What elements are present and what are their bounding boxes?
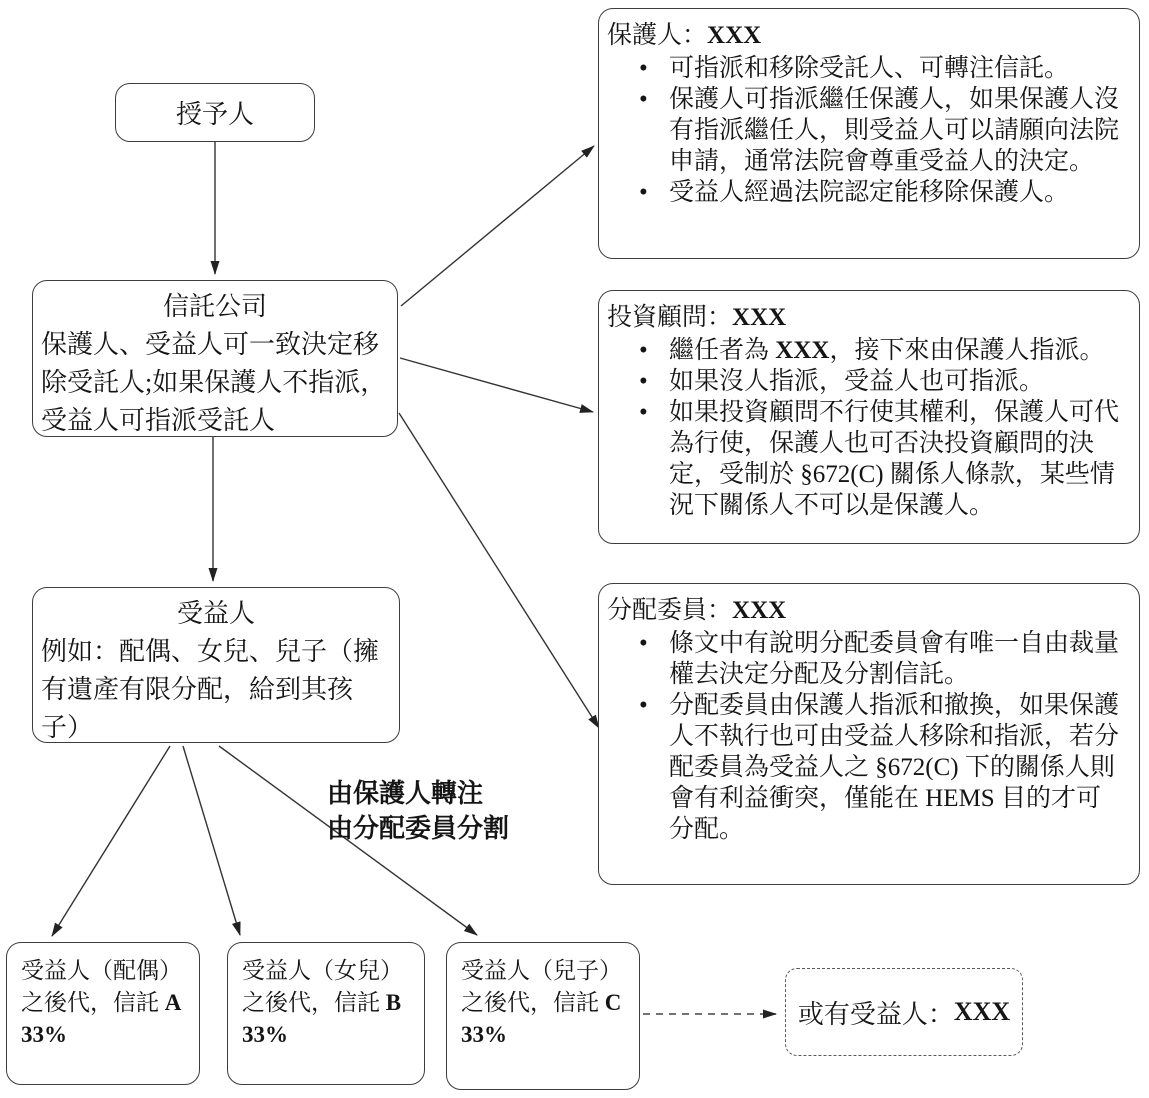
trust-a-line2	[21, 987, 189, 1019]
node-beneficiary	[32, 587, 400, 743]
advisor-bullet-1-post: ，接下來由保護人指派。	[829, 337, 1105, 364]
advisor-bullet-1-pre: 繼任者為	[669, 337, 776, 364]
trust-c-line1: 受益人（兒子）	[461, 958, 622, 983]
distribution-bullet-2: • 分配委員由保護人指派和撤換，如果保護人不執行也可由受益人移除和指派，若分配委員為受益人之 §672(C) 下的關係人則會有利益衝突，僅能在 HEMS 目的才可分配。	[607, 690, 1127, 845]
distribution-bullet-1: • 條文中有說明分配委員會有唯一自由裁量權去決定分配及分割信託。	[607, 628, 1127, 690]
trust-c-line2-text: 之後代，信託	[461, 990, 605, 1015]
advisor-bullet-2: • 如果沒人指派，受益人也可指派。	[607, 366, 1127, 397]
advisor-title-label: 投資顧問：	[607, 304, 733, 331]
contingent-label: 或有受益人：	[797, 999, 954, 1029]
protector-title-label: 保護人：	[607, 22, 708, 49]
panel-protector	[598, 8, 1140, 259]
node-trust-a	[6, 942, 200, 1085]
beneficiary-title: 受益人	[176, 599, 255, 628]
trust-a-line1: 受益人（配偶）	[21, 958, 182, 983]
distribution-title-value: XXX	[732, 597, 787, 624]
panel-advisor	[598, 290, 1140, 544]
panel-distribution-committee	[598, 583, 1140, 885]
trust-company-title: 信託公司	[162, 292, 267, 321]
protector-title	[607, 19, 1127, 53]
trust-c-line2	[461, 987, 629, 1019]
arrow-beneficiary-to-trust-b	[183, 746, 240, 935]
advisor-title	[607, 301, 1127, 335]
protector-bullet-1: • 可指派和移除受託人、可轉注信託。	[607, 53, 1127, 84]
arrow-trust-company-to-distribution	[399, 413, 599, 728]
node-trust-c	[446, 942, 640, 1090]
advisor-bullet-1-strong: XXX	[775, 337, 830, 364]
protector-bullet-2: • 保護人可指派繼任保護人，如果保護人沒有指派繼任人，則受益人可以請願向法院申請，通常法院會尊重受益人的決定。	[607, 84, 1127, 177]
trust-a-line2-text: 之後代，信託	[21, 990, 165, 1015]
distribution-bullet-list	[607, 628, 1127, 845]
advisor-bullet-list	[607, 335, 1127, 521]
arrow-trust-company-to-protector	[401, 146, 594, 306]
arrow-beneficiary-to-trust-a	[52, 746, 170, 936]
contingent-value: XXX	[953, 997, 1011, 1026]
trust-c-percent: 33%	[461, 1022, 507, 1047]
grantor-label: 授予人	[175, 100, 254, 129]
protector-title-value: XXX	[707, 22, 762, 49]
protector-bullet-3: • 受益人經過法院認定能移除保護人。	[607, 177, 1127, 208]
advisor-bullet-3: • 如果投資顧問不行使其權利，保護人可代為行使，保護人也可否決投資顧問的決定，受制於 §672(C) 關係人條款，某些情況下關係人不可以是保護人。	[607, 397, 1127, 521]
trust-a-letter: A	[164, 990, 182, 1015]
trust-company-body: 保護人、受益人可一致決定移除受託人;如果保護人不指派，受益人可指派受託人	[41, 330, 387, 435]
node-grantor	[115, 83, 315, 142]
trust-b-line2	[242, 987, 414, 1019]
distribution-title-label: 分配委員：	[607, 597, 733, 624]
node-trust-b	[227, 942, 425, 1085]
protector-bullet-list	[607, 53, 1127, 208]
trust-b-line2-text: 之後代，信託	[242, 990, 386, 1015]
pour-annotation-line1: 由保護人轉注	[327, 779, 484, 808]
node-contingent-beneficiary	[785, 968, 1023, 1056]
pour-split-annotation	[327, 776, 509, 846]
trust-b-line1: 受益人（女兒）	[242, 958, 403, 983]
node-trust-company	[32, 280, 398, 437]
pour-annotation-line2: 由分配委員分割	[327, 814, 510, 843]
arrow-trust-company-to-advisor	[400, 358, 593, 412]
advisor-title-value: XXX	[732, 304, 787, 331]
distribution-title	[607, 594, 1127, 628]
beneficiary-body: 例如：配偶、女兒、兒子（擁有遺產有限分配，給到其孩子）	[41, 637, 380, 742]
advisor-bullet-1	[607, 335, 1127, 366]
trust-b-letter: B	[385, 990, 402, 1015]
trust-c-letter: C	[604, 990, 622, 1015]
trust-b-percent: 33%	[242, 1022, 288, 1047]
trust-a-percent: 33%	[21, 1022, 67, 1047]
